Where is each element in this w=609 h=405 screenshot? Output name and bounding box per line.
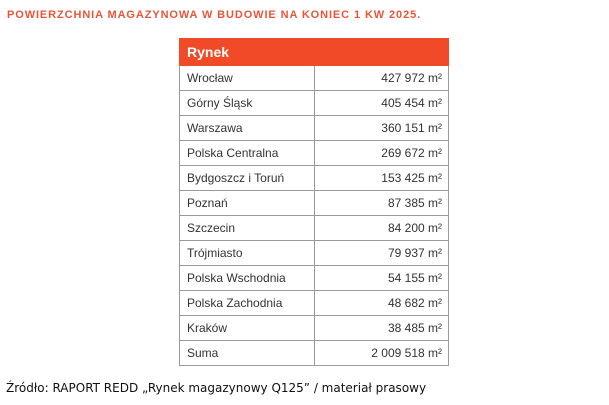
market-table-container (179, 38, 449, 366)
area-value-cell: 38 485 m² (314, 316, 449, 341)
table-row (180, 166, 449, 191)
market-name-cell: Wrocław (180, 66, 315, 91)
area-value-cell: 2 009 518 m² (314, 341, 449, 366)
table-body (180, 66, 449, 366)
source-caption: Źródło: RAPORT REDD „Rynek magazynowy Q125” / materiał prasowy (6, 381, 427, 395)
table-row (180, 316, 449, 341)
market-name-cell: Szczecin (180, 216, 315, 241)
table-row (180, 266, 449, 291)
market-name-cell: Polska Zachodnia (180, 291, 315, 316)
area-value-cell: 79 937 m² (314, 241, 449, 266)
table-row (180, 116, 449, 141)
market-name-cell: Trójmiasto (180, 241, 315, 266)
market-table (179, 38, 449, 366)
table-row (180, 66, 449, 91)
document-title: POWIERZCHNIA MAGAZYNOWA W BUDOWIE NA KONIEC 1 KW 2025. (7, 9, 422, 21)
market-name-cell: Warszawa (180, 116, 315, 141)
market-name-cell: Górny Śląsk (180, 91, 315, 116)
table-row (180, 91, 449, 116)
market-name-cell: Polska Centralna (180, 141, 315, 166)
table-header: Rynek (180, 39, 449, 66)
area-value-cell: 427 972 m² (314, 66, 449, 91)
area-value-cell: 405 454 m² (314, 91, 449, 116)
area-value-cell: 84 200 m² (314, 216, 449, 241)
market-name-cell: Kraków (180, 316, 315, 341)
table-row (180, 241, 449, 266)
table-row (180, 341, 449, 366)
area-value-cell: 153 425 m² (314, 166, 449, 191)
area-value-cell: 360 151 m² (314, 116, 449, 141)
market-name-cell: Poznań (180, 191, 315, 216)
table-row (180, 291, 449, 316)
area-value-cell: 48 682 m² (314, 291, 449, 316)
area-value-cell: 54 155 m² (314, 266, 449, 291)
area-value-cell: 269 672 m² (314, 141, 449, 166)
market-name-cell: Bydgoszcz i Toruń (180, 166, 315, 191)
market-name-cell: Suma (180, 341, 315, 366)
area-value-cell: 87 385 m² (314, 191, 449, 216)
table-row (180, 141, 449, 166)
market-name-cell: Polska Wschodnia (180, 266, 315, 291)
table-header-row (180, 39, 449, 66)
table-row (180, 216, 449, 241)
table-row (180, 191, 449, 216)
